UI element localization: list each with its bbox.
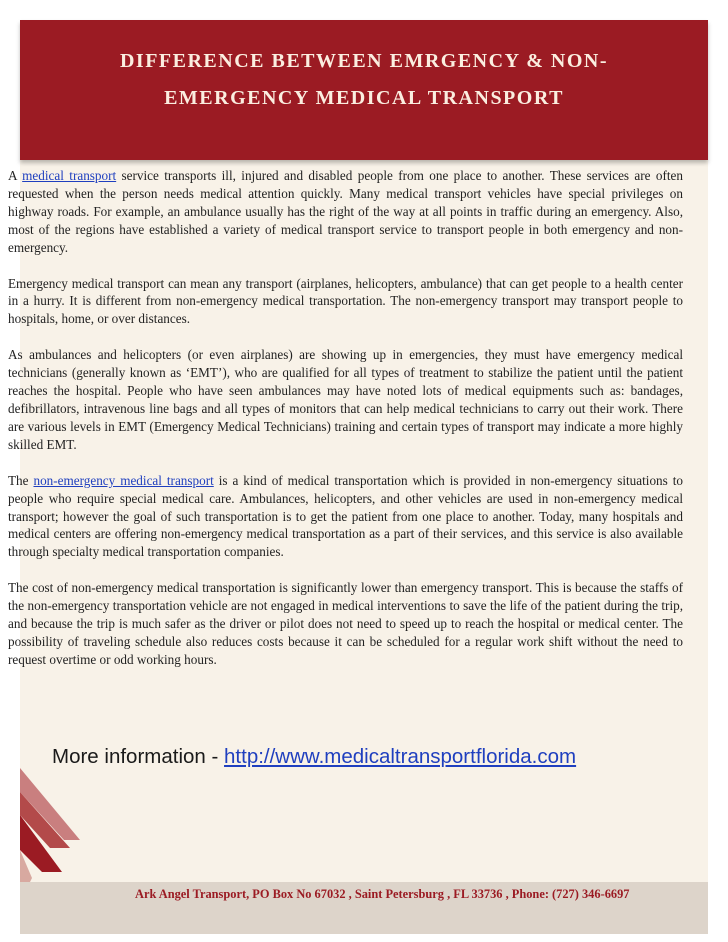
header-banner (20, 20, 708, 160)
paragraph-1-intro: A (8, 168, 23, 183)
title-line-2: EMERGENCY MEDICAL TRANSPORT (164, 87, 564, 109)
medical-transport-link[interactable]: medical transport (22, 168, 117, 183)
paragraph-5: The cost of non-emergency medical transportation is significantly lower than emergency transport. This is because the staffs of the non-emergency transportation vehicle are not engaged in medical interventions to save the life of the patient during the trip, and because the trip is much safer as the driver or pilot does not need to speed up to reach the hospital or medical center. The possibility of traveling schedule also reduces costs because it can be scheduled for a regular work shift without the need to request overtime or odd working hours. (8, 580, 683, 667)
decorative-ribbons (20, 760, 90, 885)
footer-contact: Ark Angel Transport, PO Box No 67032 , Saint Petersburg , FL 33736 , Phone: (727) 346-6697 (135, 887, 630, 901)
title-line-1: DIFFERENCE BETWEEN EMRGENCY & NON- (119, 50, 609, 72)
paragraph-1 (8, 167, 683, 257)
article-body (8, 167, 683, 687)
paragraph-1-text: service transports ill, injured and disabled people from one place to another. These services are often requested when the person needs medical attention quickly. Many medical transport vehicles have special privileges on highway roads. For example, an ambulance usually has the right of the way at all points in traffic during an emergency. Also, most of the regions have established a variety of medical transport service to transport people in both emergency and non-emergency. (8, 168, 683, 255)
paragraph-4-text: is a kind of medical transportation which is provided in non-emergency situations to people who require special medical care. Ambulances, helicopters, and other vehicles are used in non-emergency medical transport; however the goal of such transportation is to get the patient from one place to another. Today, many hospitals and medical centers are offering non-emergency medical transportation as a part of their services, and this service is also available through specialty medical transportation companies. (8, 472, 683, 560)
website-link[interactable]: http://www.medicaltransportflorida.com (224, 745, 577, 768)
paragraph-3: As ambulances and helicopters (or even airplanes) are showing up in emergencies, they must have emergency medical technicians (generally known as ‘EMT’), who are qualified for all types of treatment to stabilize the patient until the patient reaches the hospital. People who have seen ambulances may have noted lots of medical equipments such as: bandages, defibrillators, intravenous line bags and all types of monitors that can help medical technicians to carry out their work. There are various levels in EMT (Emergency Medical Technicians) training and certain types of transport may indicate a more highly skilled EMT. (8, 347, 683, 452)
paragraph-2: Emergency medical transport can mean any transport (airplanes, helicopters, ambulance) that can get people to a health center in a hurry. It is different from non-emergency medical transportation. The non-emergency transport may transport people to hospitals, home, or over distances. (8, 275, 683, 327)
non-emergency-transport-link[interactable]: non-emergency medical transport (33, 472, 214, 488)
more-information (52, 745, 712, 769)
paragraph-4-intro: The (8, 472, 34, 488)
paragraph-4 (8, 472, 683, 562)
more-information-label: More information - (52, 745, 225, 768)
